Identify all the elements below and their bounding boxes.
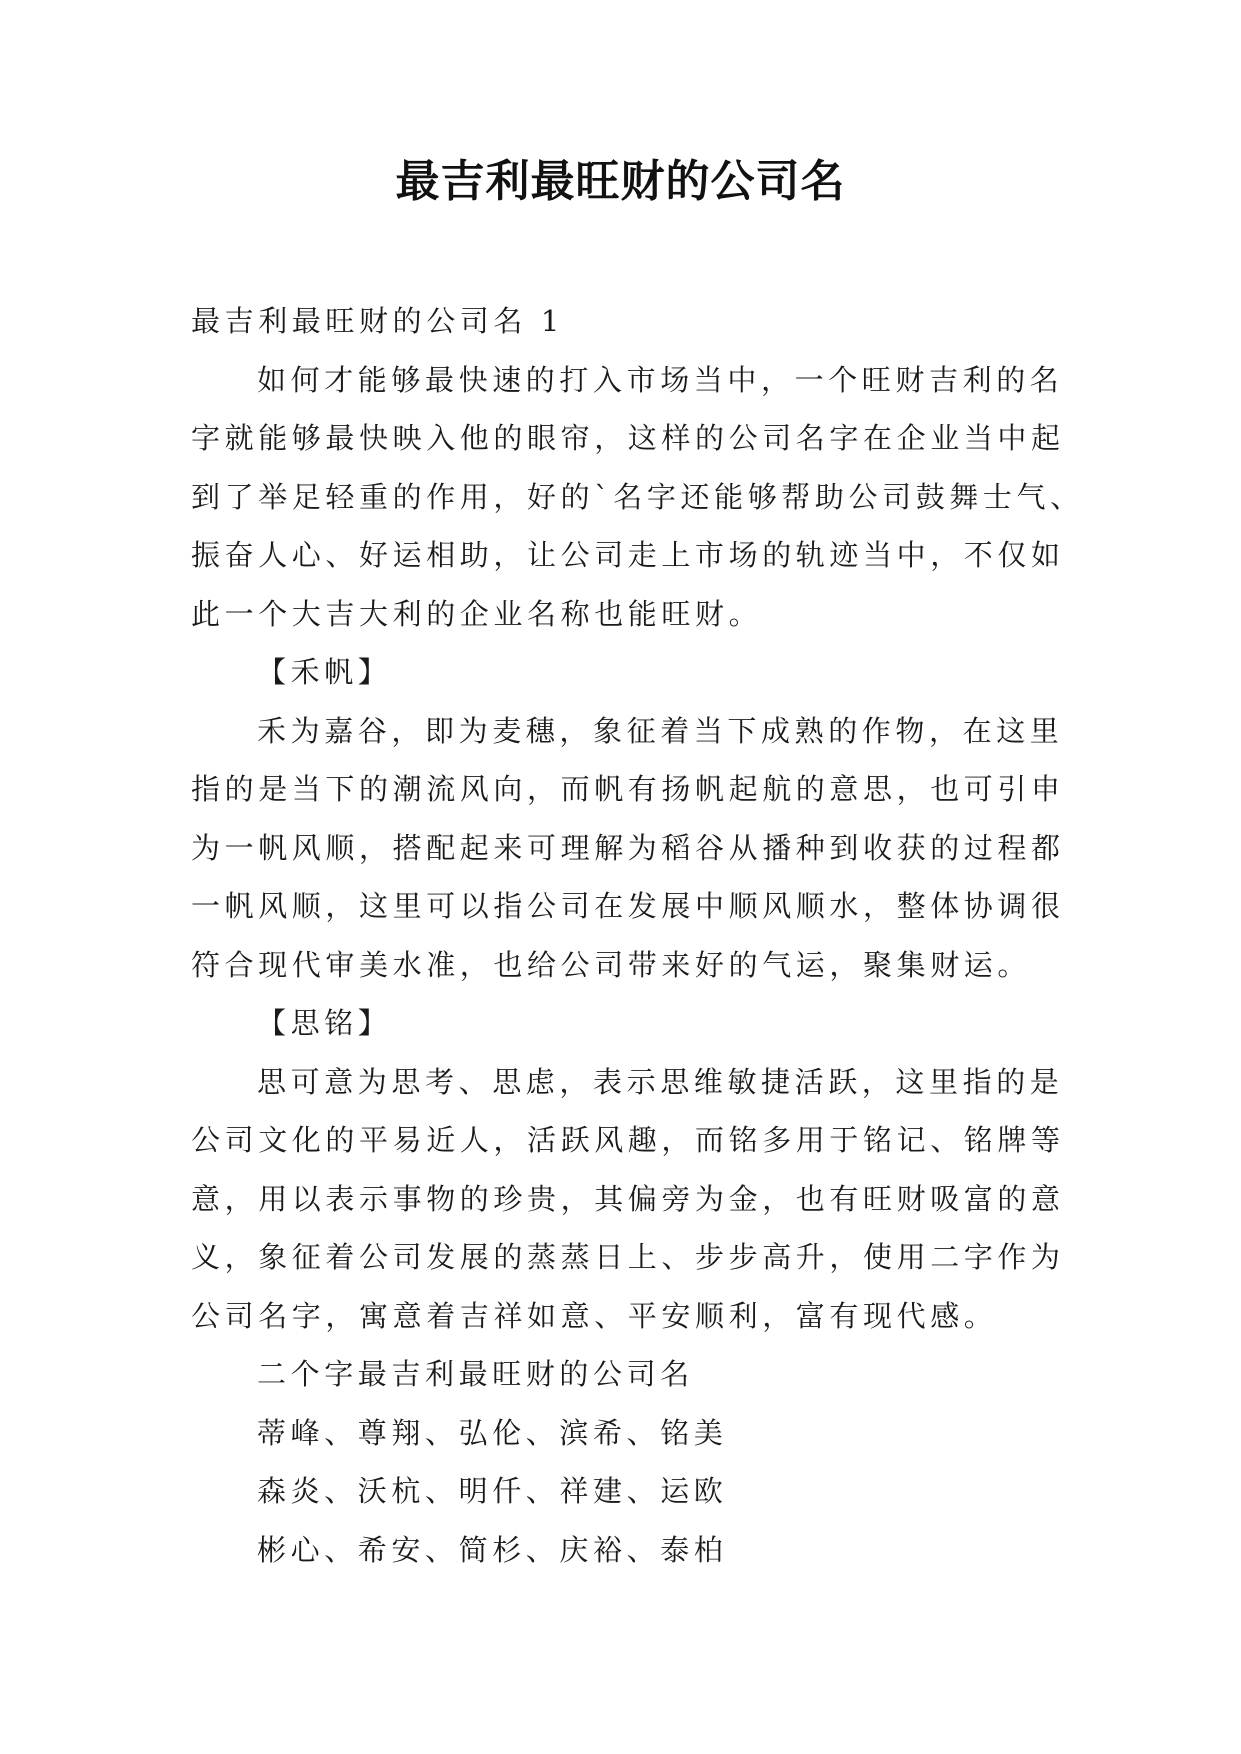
text-line: 【思铭】 [257,1006,392,1040]
text-line: 二个字最吉利最旺财的公司名 [257,1357,694,1391]
text-line: 公司名字，寓意着吉祥如意、平安顺利，富有现代感。 [191,1298,998,1333]
text-line: 字就能够最快映入他的眼帘，这样的公司名字在企业当中起 [191,421,1065,455]
text-line: 为一帆风顺，搭配起来可理解为稻谷从播种到收获的过程都 [191,830,1065,865]
text-line: 最吉利最旺财的公司名 1 [191,304,564,338]
text-line: 义，象征着公司发展的蒸蒸日上、步步高升，使用二字作为 [191,1240,1065,1274]
text-line: 意，用以表示事物的珍贵，其偏旁为金，也有旺财吸富的意 [191,1181,1065,1216]
document-title: 最吉利最旺财的公司名 [395,156,846,207]
text-line: 此一个大吉大利的企业名称也能旺财。 [191,596,763,631]
text-line: 蒂峰、尊翔、弘伦、滨希、铭美 [257,1415,728,1450]
text-line: 一帆风顺，这里可以指公司在发展中顺风顺水，整体协调很 [191,889,1065,923]
text-line: 指的是当下的潮流风向，而帆有扬帆起航的意思，也可引申 [191,772,1065,806]
text-line: 森炎、沃杭、明仟、祥建、运欧 [257,1474,728,1508]
text-line: 如何才能够最快速的打入市场当中，一个旺财吉利的名 [257,362,1064,397]
document-body [191,292,1084,1579]
text-line: 【禾帆】 [257,655,392,689]
text-line: 到了举足轻重的作用，好的`名字还能够帮助公司鼓舞士气、 [191,479,1084,514]
text-line: 符合现代审美水准，也给公司带来好的气运，聚集财运。 [191,947,1032,982]
text-line: 彬心、希安、简杉、庆裕、泰柏 [257,1532,728,1567]
text-line: 公司文化的平易近人，活跃风趣，而铭多用于铭记、铭牌等 [191,1123,1065,1157]
text-line: 振奋人心、好运相助，让公司走上市场的轨迹当中，不仅如 [191,538,1065,572]
text-line: 禾为嘉谷，即为麦穗，象征着当下成熟的作物，在这里 [257,713,1064,748]
text-line: 思可意为思考、思虑，表示思维敏捷活跃，这里指的是 [257,1064,1064,1099]
